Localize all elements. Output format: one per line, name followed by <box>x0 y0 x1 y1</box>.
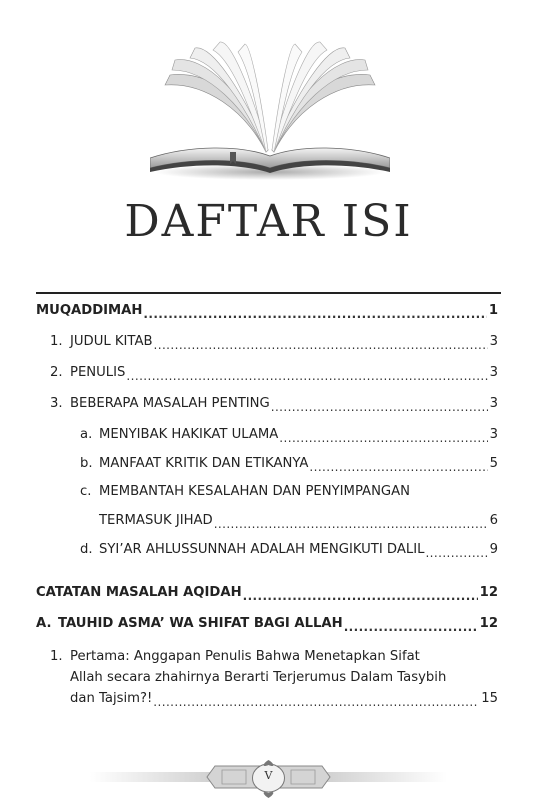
toc-page-number: 12 <box>479 616 498 631</box>
toc-page-number: 1 <box>488 303 498 318</box>
toc-entry-membantah <box>80 483 410 501</box>
toc-entry-muqaddimah <box>36 302 498 320</box>
toc-entry-penulis <box>50 364 498 382</box>
toc-label-line1: MEMBANTAH KESALAHAN DAN PENYIMPANGAN <box>99 484 411 499</box>
toc-entry-syiar <box>80 541 498 559</box>
toc-entry-catatan <box>36 584 498 602</box>
leader-dots <box>279 430 487 444</box>
toc-entry-manfaat-kritik <box>80 455 498 473</box>
toc-number: 1. <box>50 649 63 664</box>
toc-number: 2. <box>50 365 63 380</box>
leader-dots <box>154 337 488 351</box>
toc-label: BEBERAPA MASALAH PENTING <box>70 396 270 411</box>
toc-entry-pertama-cont <box>70 690 498 708</box>
leader-dots <box>153 694 479 708</box>
toc-number: 1. <box>50 334 63 349</box>
toc-entry-membantah-cont <box>99 512 498 530</box>
leader-dots <box>344 619 478 633</box>
toc-number: A. <box>36 616 52 631</box>
leader-dots <box>271 399 488 413</box>
title-divider <box>36 292 501 294</box>
toc-label: MUQADDIMAH <box>36 303 143 318</box>
toc-page-number: 3 <box>489 365 498 380</box>
toc-label: TAUHID ASMA’ WA SHIFAT BAGI ALLAH <box>58 616 343 631</box>
toc-label-line2: Allah secara zhahirnya Berarti Terjerumus Dalam Tasybih <box>70 670 447 685</box>
leader-dots <box>425 545 487 559</box>
toc-label-line1: Pertama: Anggapan Penulis Bahwa Menetapkan Sifat <box>70 649 420 664</box>
page-title: DAFTAR ISI <box>124 196 413 247</box>
toc-label-line2: TERMASUK JIHAD <box>99 513 213 528</box>
toc-page-number: 15 <box>481 691 498 706</box>
leader-dots <box>243 588 478 602</box>
toc-entry-judul-kitab <box>50 333 498 351</box>
page-number: V <box>264 769 273 782</box>
toc-label: MENYIBAK HAKIKAT ULAMA <box>99 427 279 442</box>
toc-entry-tauhid <box>36 615 498 633</box>
toc-number: 3. <box>50 396 63 411</box>
toc-label: PENULIS <box>70 365 126 380</box>
toc-number: b. <box>80 456 93 471</box>
leader-dots <box>214 516 488 530</box>
toc-page-number: 3 <box>489 334 498 349</box>
open-book-illustration <box>150 40 390 180</box>
leader-dots <box>309 459 487 473</box>
toc-number: c. <box>80 484 92 499</box>
toc-label: CATATAN MASALAH AQIDAH <box>36 585 242 600</box>
toc-entry-beberapa-masalah <box>50 395 498 413</box>
toc-label: MANFAAT KRITIK DAN ETIKANYA <box>99 456 309 471</box>
leader-dots <box>143 306 486 320</box>
toc-entry-menyibak <box>80 426 498 444</box>
toc-page-number: 12 <box>479 585 498 600</box>
leader-dots <box>126 368 487 382</box>
toc-page-number: 6 <box>489 513 498 528</box>
toc-label-line3: dan Tajsim?! <box>70 691 153 706</box>
toc-number: d. <box>80 542 93 557</box>
toc-page-number: 9 <box>489 542 498 557</box>
toc-page-number: 3 <box>489 396 498 411</box>
toc-page-number: 5 <box>489 456 498 471</box>
toc-label: SYI’AR AHLUSSUNNAH ADALAH MENGIKUTI DALIL <box>99 542 425 557</box>
toc-number: a. <box>80 427 93 442</box>
toc-label: JUDUL KITAB <box>70 334 153 349</box>
toc-entry-pertama <box>50 648 420 666</box>
toc-page-number: 3 <box>489 427 498 442</box>
